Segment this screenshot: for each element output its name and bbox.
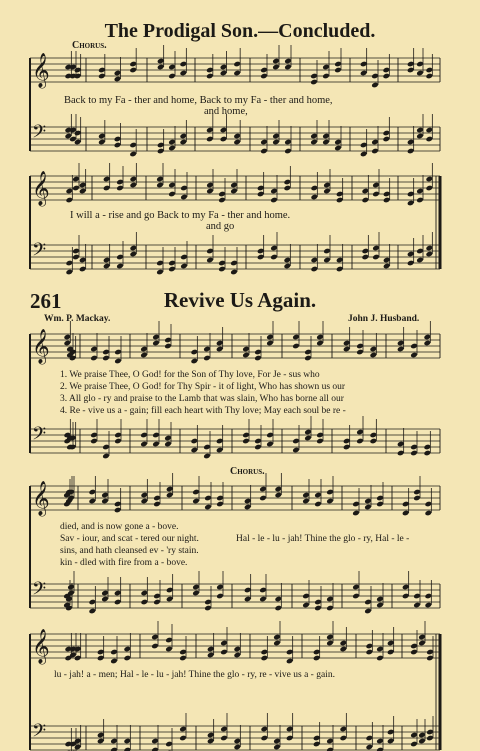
hymn-title-prodigal-son: The Prodigal Son.—Concluded. <box>104 20 376 42</box>
verse-line: 3. All glo - ry and praise to the Lamb that was slain, Who has borne all our <box>60 394 344 404</box>
chorus-label: Chorus. <box>230 466 265 477</box>
lyrics-alt: and home, <box>204 106 248 117</box>
bass-clef: 𝄢 <box>32 721 47 746</box>
chorus-lyrics: lu - jah! a - men; Hal - le - lu - jah! Thine the glo - ry, re - vive us a - gain. <box>54 670 335 680</box>
lyrics-line: Back to my Fa - ther and home, Back to my Fa - ther and home, <box>64 95 333 106</box>
hymn-title-revive-us-again: Revive Us Again. <box>163 288 317 312</box>
bass-clef: 𝄢 <box>32 424 47 449</box>
verse-line: Sav - iour, and scat - tered our night. <box>60 534 199 544</box>
verse-line: died, and is now gone a - bove. <box>60 522 179 532</box>
bass-clef: 𝄢 <box>32 122 47 147</box>
bass-clef: 𝄢 <box>32 579 47 604</box>
author-words: Wm. P. Mackay. <box>44 314 111 324</box>
treble-clef: 𝄞 <box>32 481 50 516</box>
verse-line: 2. We praise Thee, O God! for Thy Spir - it of light, Who has shown us our <box>60 382 346 392</box>
bass-clef: 𝄢 <box>32 240 47 265</box>
lyrics-alt: and go <box>206 221 235 232</box>
lyrics-line: I will a - rise and go Back to my Fa - ther and home. <box>70 210 291 221</box>
treble-clef: 𝄞 <box>32 171 50 206</box>
chorus-lyrics: Hal - le - lu - jah! Thine the glo - ry, Hal - le - <box>236 534 410 544</box>
verse-line: 4. Re - vive us a - gain; fill each heart with Thy love; May each soul be re - <box>60 406 346 416</box>
verse-line: kin - dled with fire from a - bove. <box>60 558 188 568</box>
hymn-number: 261 <box>30 289 62 313</box>
treble-clef: 𝄞 <box>32 53 50 88</box>
author-music: John J. Husband. <box>348 314 420 324</box>
treble-clef: 𝄞 <box>32 629 50 664</box>
treble-clef: 𝄞 <box>32 329 50 364</box>
verse-line: 1. We praise Thee, O God! for the Son of Thy love, For Je - sus who <box>60 370 320 380</box>
chorus-label: Chorus. <box>72 40 107 51</box>
verse-line: sins, and hath cleansed ev - 'ry stain. <box>60 546 199 556</box>
